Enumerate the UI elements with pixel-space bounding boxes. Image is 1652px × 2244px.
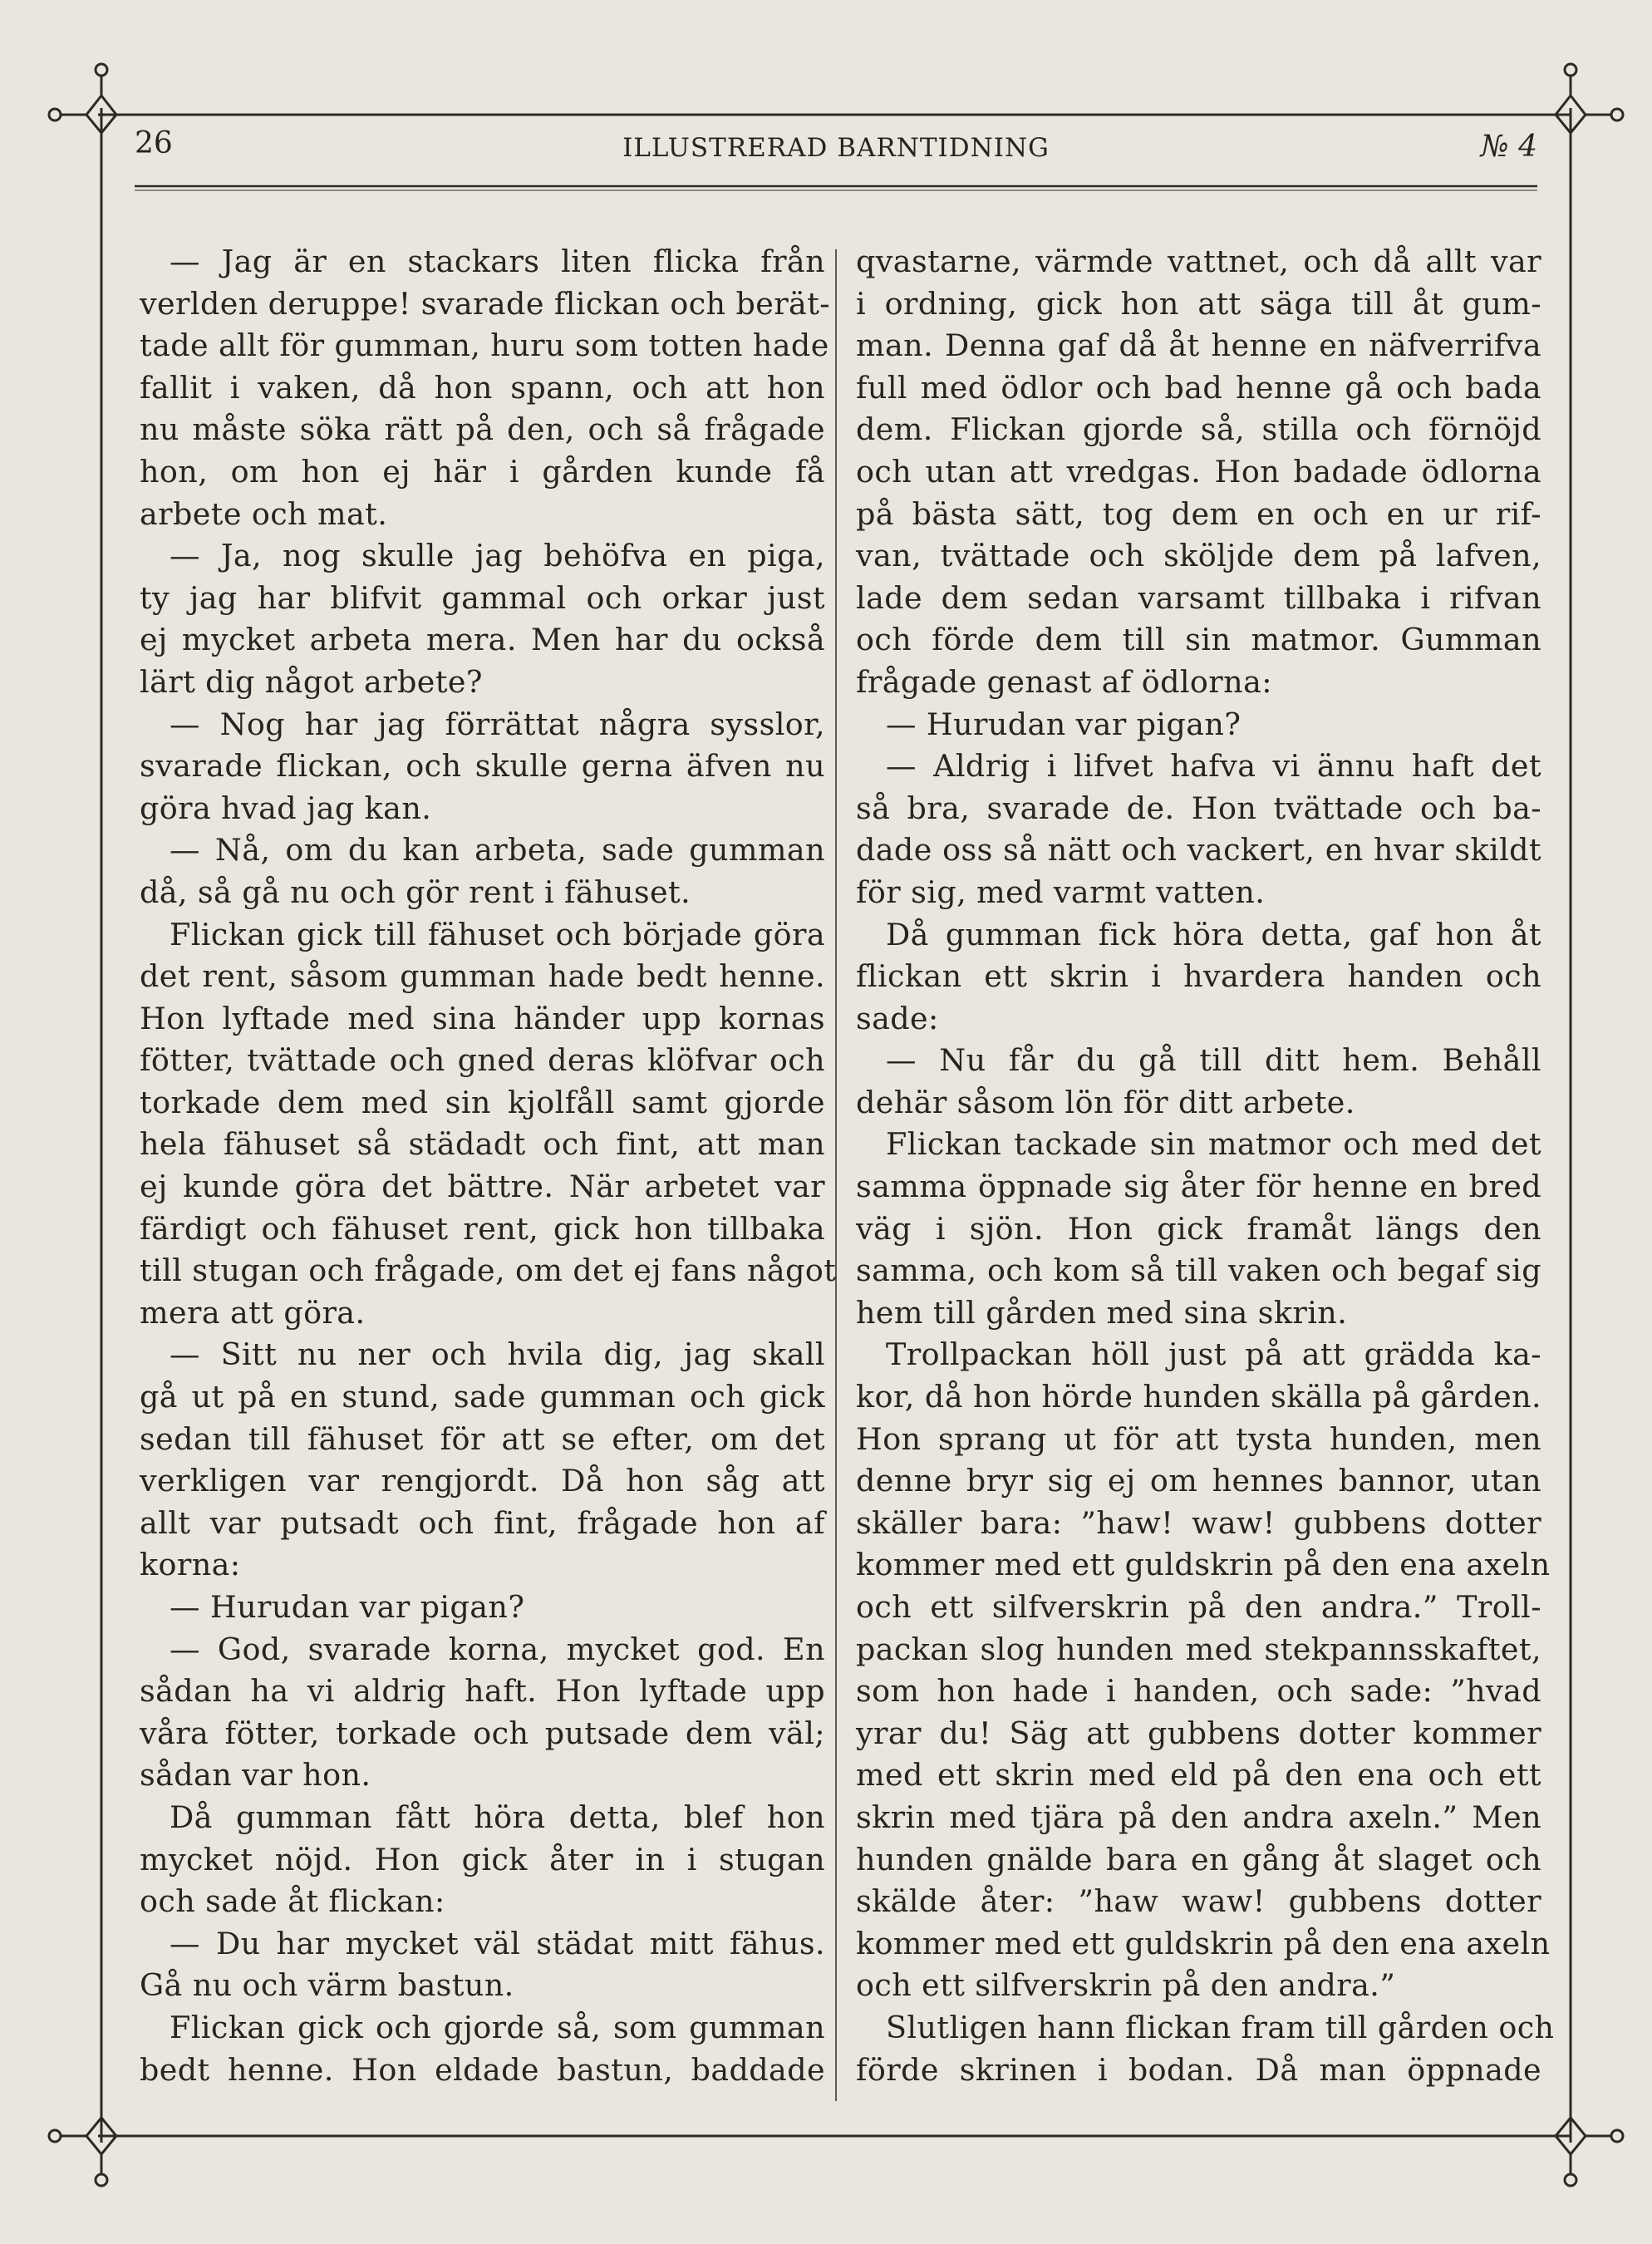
text-line: med ett skrin med eld på den ena och ett xyxy=(856,1757,1541,1794)
text-line: för sig, med varmt vatten. xyxy=(856,873,1266,910)
text-line: samma öppnade sig åter för henne en bred xyxy=(856,1169,1541,1205)
text-line: dade oss så nätt och vackert, en hvar skildt xyxy=(856,832,1541,869)
text-line: ty jag har blifvit gammal och orkar just xyxy=(140,579,825,616)
text-line: dehär såsom lön för ditt arbete. xyxy=(856,1084,1355,1120)
corner-ornament-top-left xyxy=(49,64,116,133)
text-column-left xyxy=(140,241,837,2091)
text-line: flickan ett skrin i hvardera handen och xyxy=(856,958,1541,995)
text-line: tade allt för gumman, huru som totten hade xyxy=(140,327,829,364)
text-line: frågade genast af ödlorna: xyxy=(856,663,1272,700)
text-line: — Du har mycket väl städat mitt fähus. xyxy=(170,1925,825,1961)
text-line: — Nå, om du kan arbeta, sade gumman xyxy=(170,832,825,869)
text-line: väg i sjön. Hon gick framåt längs den xyxy=(856,1210,1541,1247)
text-line: — Hurudan var pigan? xyxy=(170,1589,525,1625)
text-line: ej kunde göra det bättre. När arbetet var xyxy=(140,1169,825,1205)
text-line: denne bryr sig ej om hennes bannor, utan xyxy=(856,1463,1541,1499)
text-line: det rent, såsom gumman hade bedt henne. xyxy=(140,958,825,995)
text-line: arbete och mat. xyxy=(140,495,388,532)
text-line: hunden gnälde bara en gång åt slaget och xyxy=(856,1841,1541,1877)
text-line: och ett silfverskrin på den andra.” Troll- xyxy=(856,1589,1541,1625)
text-line: — Aldrig i lifvet hafva vi ännu haft det xyxy=(886,748,1541,785)
text-line: fötter, tvättade och gned deras klöfvar och xyxy=(140,1042,825,1079)
text-line: samma, och kom så till vaken och begaf sig xyxy=(856,1252,1541,1289)
text-line: och ett silfverskrin på den andra.” xyxy=(856,1967,1396,2004)
text-line: — Nog har jag förrättat några sysslor, xyxy=(170,706,825,742)
text-line: och utan att vredgas. Hon badade ödlorna xyxy=(856,453,1541,490)
text-line: Hon lyftade med sina händer upp kornas xyxy=(140,1000,825,1036)
text-line: — Nu får du gå till ditt hem. Behåll xyxy=(886,1042,1541,1079)
text-line: ej mycket arbeta mera. Men har du också xyxy=(140,622,825,658)
text-line: kommer med ett guldskrin på den ena axeln xyxy=(856,1925,1551,1961)
text-column-right xyxy=(856,241,1555,2091)
text-line: allt var putsadt och fint, frågade hon af xyxy=(140,1504,825,1541)
text-line: Då gumman fått höra detta, blef hon xyxy=(170,1799,825,1835)
text-line: sedan till fähuset för att se efter, om det xyxy=(140,1420,825,1457)
text-line: så bra, svarade de. Hon tvättade och ba- xyxy=(856,790,1541,826)
text-line: mera att göra. xyxy=(140,1294,366,1331)
text-line: — Hurudan var pigan? xyxy=(886,706,1241,742)
text-line: — God, svarade korna, mycket god. En xyxy=(170,1631,825,1667)
text-line: full med ödlor och bad henne gå och bada xyxy=(856,369,1541,406)
text-line: yrar du! Säg att gubbens dotter kommer xyxy=(856,1715,1541,1751)
text-line: van, tvättade och sköljde dem på lafven, xyxy=(856,538,1541,574)
text-line: Flickan gick till fähuset och började göra xyxy=(170,916,825,952)
text-line: skäller bara: ”haw! waw! gubbens dotter xyxy=(856,1504,1541,1541)
text-line: på bästa sätt, tog dem en och en ur rif- xyxy=(856,495,1541,532)
text-line: sade: xyxy=(856,1000,939,1036)
issue-number: № 4 xyxy=(1480,130,1537,164)
text-line: mycket nöjd. Hon gick åter in i stugan xyxy=(140,1841,825,1877)
text-line: göra hvad jag kan. xyxy=(140,790,432,826)
text-line: bedt henne. Hon eldade bastun, baddade xyxy=(140,2051,825,2088)
text-line: Flickan gick och gjorde så, som gumman xyxy=(170,2009,825,2045)
text-line: fallit i vaken, då hon spann, och att hon xyxy=(140,369,825,406)
text-line: — Jag är en stackars liten flicka från xyxy=(170,244,825,279)
text-line: och sade åt flickan: xyxy=(140,1883,445,1920)
corner-ornament-bottom-left xyxy=(49,2118,116,2186)
text-line: våra fötter, torkade och putsade dem väl; xyxy=(140,1715,825,1751)
text-line: man. Denna gaf då åt henne en näfverrifva xyxy=(856,327,1541,364)
page-header xyxy=(135,126,1537,176)
text-line: lade dem sedan varsamt tillbaka i rifvan xyxy=(856,579,1541,616)
text-line: kommer med ett guldskrin på den ena axeln xyxy=(856,1547,1551,1583)
text-line: skälde åter: ”haw waw! gubbens dotter xyxy=(856,1883,1541,1920)
text-line: som hon hade i handen, och sade: ”hvad xyxy=(856,1673,1541,1710)
text-line: verkligen var rengjordt. Då hon såg att xyxy=(140,1463,825,1499)
text-line: — Sitt nu ner och hvila dig, jag skall xyxy=(170,1336,825,1373)
corner-ornament-top-right xyxy=(1556,64,1623,133)
text-line: svarade flickan, och skulle gerna äfven nu xyxy=(140,748,825,785)
text-line: lärt dig något arbete? xyxy=(140,663,483,700)
text-line: förde skrinen i bodan. Då man öppnade xyxy=(856,2051,1541,2088)
text-line: sådan ha vi aldrig haft. Hon lyftade upp xyxy=(140,1673,825,1710)
publication-title: ILLUSTRERAD BARNTIDNING xyxy=(622,133,1050,163)
text-line: sådan var hon. xyxy=(140,1757,371,1794)
text-line: Trollpackan höll just på att grädda ka- xyxy=(886,1336,1541,1373)
text-line: packan slog hunden med stekpannsskaftet, xyxy=(856,1631,1541,1667)
text-line: då, så gå nu och gör rent i fähuset. xyxy=(140,873,691,910)
text-line: verlden deruppe! svarade flickan och berät- xyxy=(140,285,831,322)
text-line: Gå nu och värm bastun. xyxy=(140,1967,514,2004)
text-line: färdigt och fähuset rent, gick hon tillbaka xyxy=(140,1210,825,1247)
text-line: Hon sprang ut för att tysta hunden, men xyxy=(856,1420,1541,1457)
page-number: 26 xyxy=(135,126,173,160)
text-line: Då gumman fick höra detta, gaf hon åt xyxy=(886,916,1541,952)
text-line: hem till gården med sina skrin. xyxy=(856,1294,1348,1331)
text-line: dem. Flickan gjorde så, stilla och förnöjd xyxy=(856,411,1541,448)
text-line: korna: xyxy=(140,1547,241,1583)
text-line: kor, då hon hörde hunden skälla på gården. xyxy=(856,1379,1541,1415)
text-line: Flickan tackade sin matmor och med det xyxy=(886,1126,1541,1163)
corner-ornament-bottom-right xyxy=(1556,2118,1623,2186)
text-line: hon, om hon ej här i gården kunde få xyxy=(140,453,825,490)
text-line: hela fähuset så städadt och fint, att man xyxy=(140,1126,825,1163)
text-line: torkade dem med sin kjolfåll samt gjorde xyxy=(140,1084,825,1120)
text-line: qvastarne, värmde vattnet, och då allt var xyxy=(856,244,1541,279)
text-line: till stugan och frågade, om det ej fans något xyxy=(140,1252,837,1289)
text-line: nu måste söka rätt på den, och så frågade xyxy=(140,411,825,448)
text-line: och förde dem till sin matmor. Gumman xyxy=(856,622,1541,658)
text-line: skrin med tjära på den andra axeln.” Men xyxy=(856,1799,1541,1835)
text-line: gå ut på en stund, sade gumman och gick xyxy=(140,1379,825,1415)
text-line: — Ja, nog skulle jag behöfva en piga, xyxy=(170,538,825,574)
text-line: Slutligen hann flickan fram till gården och xyxy=(886,2009,1555,2045)
text-line: i ordning, gick hon att säga till åt gum- xyxy=(856,285,1541,322)
